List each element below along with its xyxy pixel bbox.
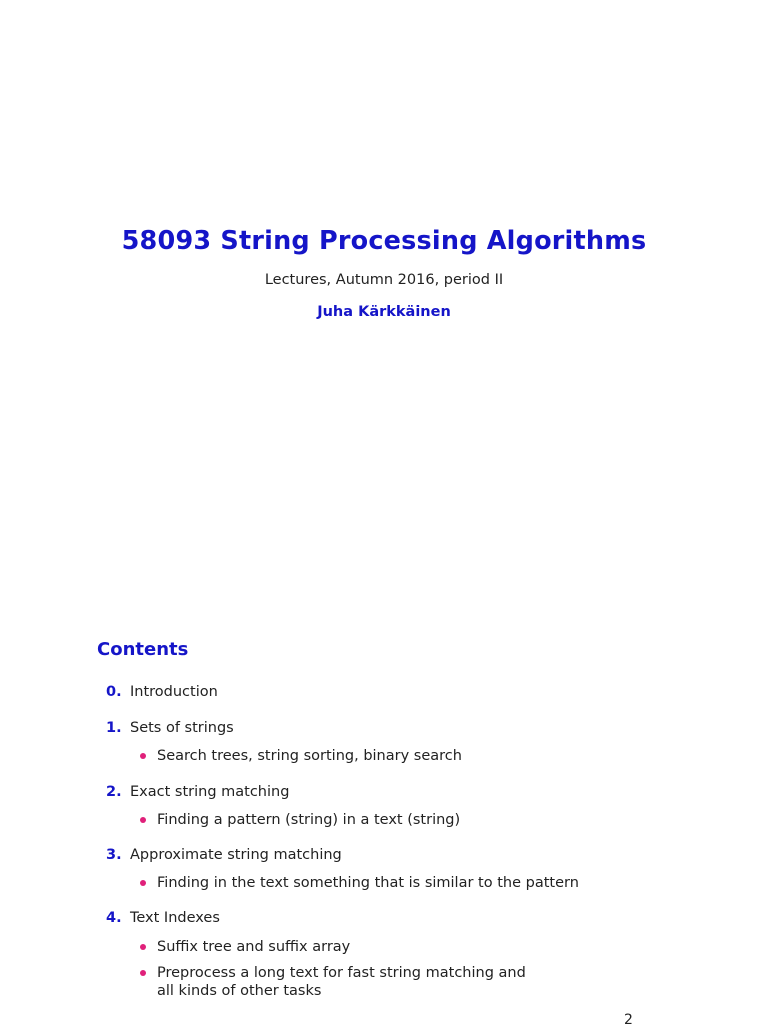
contents-item-1 <box>106 720 234 736</box>
subtitle: Lectures, Autumn 2016, period II <box>264 272 504 288</box>
contents-subitem-text-continued: all kinds of other tasks <box>157 983 322 999</box>
contents-heading: Contents <box>97 639 189 660</box>
contents-subitem <box>140 938 350 956</box>
contents-item-label: Approximate string matching <box>130 847 342 863</box>
author-name: Juha Kärkkäinen <box>317 304 451 320</box>
contents-item-number: 1. <box>106 720 122 736</box>
contents-subitem-text: Preprocess a long text for fast string matching and <box>157 965 526 981</box>
contents-item-label: Sets of strings <box>130 720 234 736</box>
contents-item-number: 0. <box>106 684 122 700</box>
contents-subitem <box>140 811 460 829</box>
contents-subitem <box>140 747 462 765</box>
contents-item-label: Exact string matching <box>130 784 290 800</box>
contents-item-2 <box>106 784 289 800</box>
bullet-icon <box>140 753 146 759</box>
bullet-icon <box>140 880 146 886</box>
bullet-icon <box>140 817 146 823</box>
contents-subitem-text: Finding in the text something that is similar to the pattern <box>157 875 579 891</box>
bullet-icon <box>140 944 146 950</box>
contents-item-number: 3. <box>106 847 122 863</box>
contents-item-4 <box>106 910 220 926</box>
page-title: 58093 String Processing Algorithms <box>121 226 647 256</box>
contents-item-number: 2. <box>106 784 122 800</box>
bullet-icon <box>140 970 146 976</box>
contents-item-0 <box>106 684 218 700</box>
contents-subitem-text: Search trees, string sorting, binary search <box>157 748 462 764</box>
page-number: 2 <box>624 1012 633 1028</box>
contents-subitem <box>140 964 526 1000</box>
contents-item-number: 4. <box>106 910 122 926</box>
contents-subitem-text: Suffix tree and suffix array <box>157 939 351 955</box>
contents-item-label: Text Indexes <box>130 910 220 926</box>
contents-item-label: Introduction <box>130 684 218 700</box>
contents-subitem <box>140 874 579 892</box>
contents-subitem-text: Finding a pattern (string) in a text (string) <box>157 812 461 828</box>
contents-item-3 <box>106 847 342 863</box>
